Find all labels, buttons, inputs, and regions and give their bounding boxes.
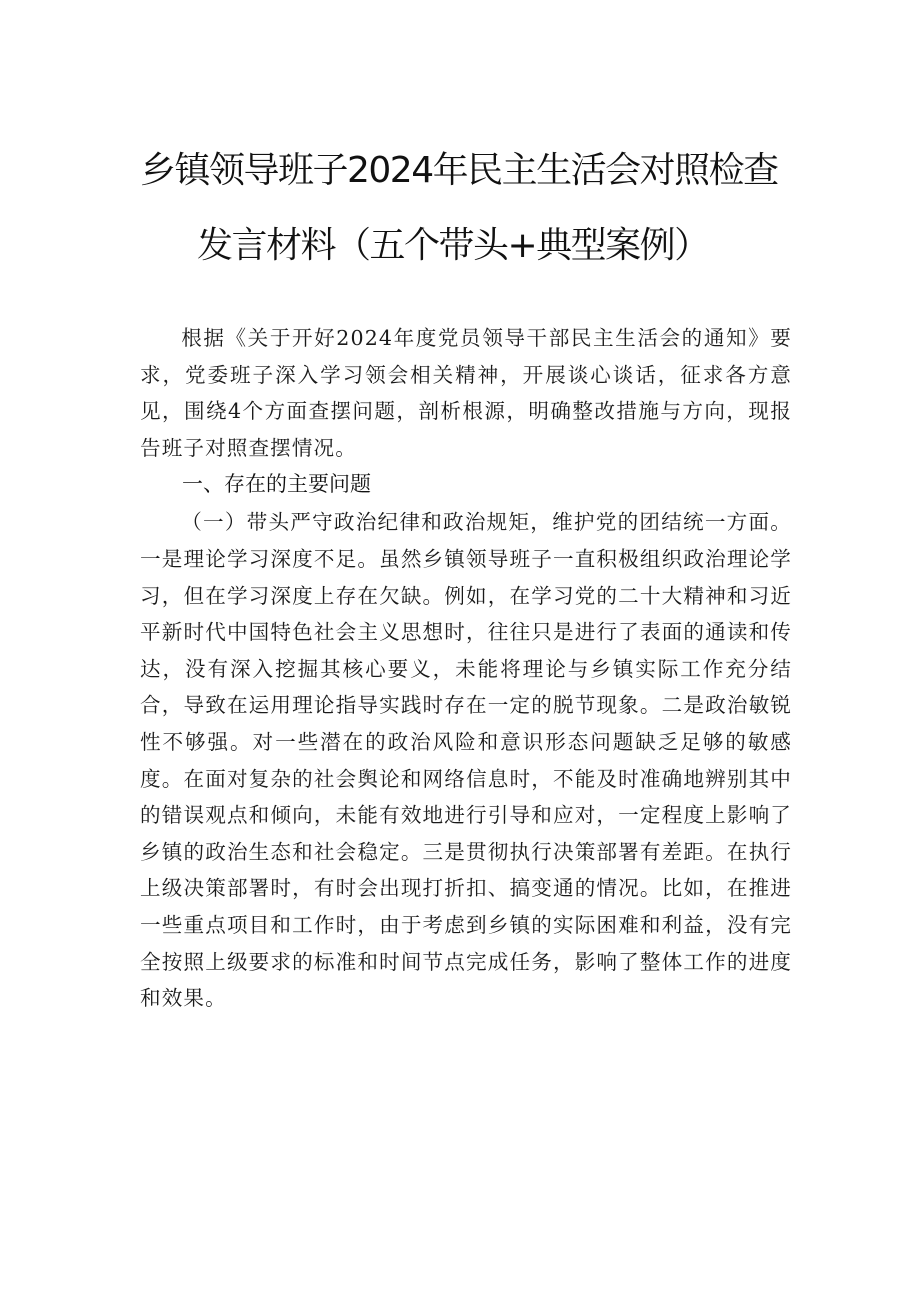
section-paragraph: （一）带头严守政治纪律和政治规矩，维护党的团结统一方面。一是理论学习深度不足。虽然乡镇领导班子一直积极组织政治理论学习，但在学习深度上存在欠缺。例如，在学习党的二十大精神和习近平新时代中国特色社会主义思想时，往往只是进行了表面的通读和传达，没有深入挖掘其核心要义，未能将理论与乡镇实际工作充分结合，导致在运用理论指导实践时存在一定的脱节现象。二是政治敏锐性不够强。对一些潜在的政治风险和意识形态问题缺乏足够的敏感度。在面对复杂的社会舆论和网络信息时，不能及时准确地辨别其中的错误观点和倾向，未能有效地进行引导和应对，一定程度上影响了乡镇的政治生态和社会稳定。三是贯彻执行决策部署有差距。在执行上级决策部署时，有时会出现打折扣、搞变通的情况。比如，在推进一些重点项目和工作时，由于考虑到乡镇的实际困难和利益，没有完全按照上级要求的标准和时间节点完成任务，影响了整体工作的进度和效果。 — [140, 510, 792, 1011]
document-title-line-2: 发言材料（五个带头+典型案例） — [197, 225, 709, 266]
intro-paragraph: 根据《关于开好2024年度党员领导干部民主生活会的通知》要求，党委班子深入学习领会相关精神，开展谈心谈话，征求各方意见，围绕4个方面查摆问题，剖析根源，明确整改措施与方向，现报告班子对照查摆情况。 — [140, 326, 792, 460]
section-heading: 一、存在的主要问题 — [182, 472, 371, 497]
document-title-line-1: 乡镇领导班子2024年民主生活会对照检查 — [140, 150, 778, 191]
document-body — [140, 320, 792, 1017]
